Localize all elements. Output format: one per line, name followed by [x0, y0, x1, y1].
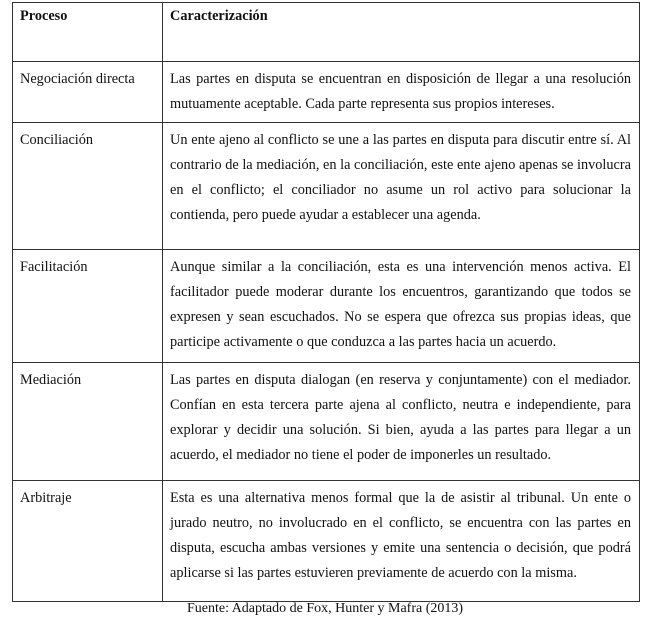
cell-proceso: Conciliación [13, 123, 163, 250]
cell-caracterizacion: Las partes en disputa dialogan (en reserva y conjuntamente) con el mediador. Confían en esta tercera parte ajena al conflicto, neutra e independiente, para explorar y decidir una solución. Si bien, ayuda a las partes para llegar a un acuerdo, el mediador no tiene el poder de imponerles un resultado. [163, 363, 640, 481]
header-caracterizacion: Caracterización [163, 3, 640, 62]
table-row [13, 123, 640, 250]
table-caption: Fuente: Adaptado de Fox, Hunter y Mafra (2013) [186, 601, 464, 616]
cell-caracterizacion: Esta es una alternativa menos formal que la de asistir al tribunal. Un ente o jurado neutro, no involucrado en el conflicto, se encuentra con las partes en disputa, escucha ambas versiones y emite una sentencia o decisión, que podrá aplicarse si las partes estuvieren previamente de acuerdo con la misma. [163, 481, 640, 602]
header-proceso: Proceso [13, 3, 163, 62]
table-header-row [13, 3, 640, 62]
process-table [12, 2, 640, 602]
table-row [13, 250, 640, 363]
table-row [13, 62, 640, 123]
cell-caracterizacion: Las partes en disputa se encuentran en disposición de llegar a una resolución mutuamente aceptable. Cada parte representa sus propios intereses. [163, 62, 640, 123]
cell-proceso: Mediación [13, 363, 163, 481]
cell-proceso: Facilitación [13, 250, 163, 363]
cell-caracterizacion: Un ente ajeno al conflicto se une a las partes en disputa para discutir entre sí. Al contrario de la mediación, en la conciliación, este ente ajeno apenas se involucra en el conflicto; el conciliador no asume un rol activo para solucionar la contienda, pero puede ayudar a establecer una agenda. [163, 123, 640, 250]
cell-proceso: Negociación directa [13, 62, 163, 123]
table-row [13, 481, 640, 602]
cell-caracterizacion: Aunque similar a la conciliación, esta es una intervención menos activa. El facilitador puede moderar durante los encuentros, garantizando que todos se expresen y sean escuchados. No se espera que ofrezca sus propias ideas, que participe activamente o que conduzca a las partes hacia un acuerdo. [163, 250, 640, 363]
cell-proceso: Arbitraje [13, 481, 163, 602]
table-row [13, 363, 640, 481]
